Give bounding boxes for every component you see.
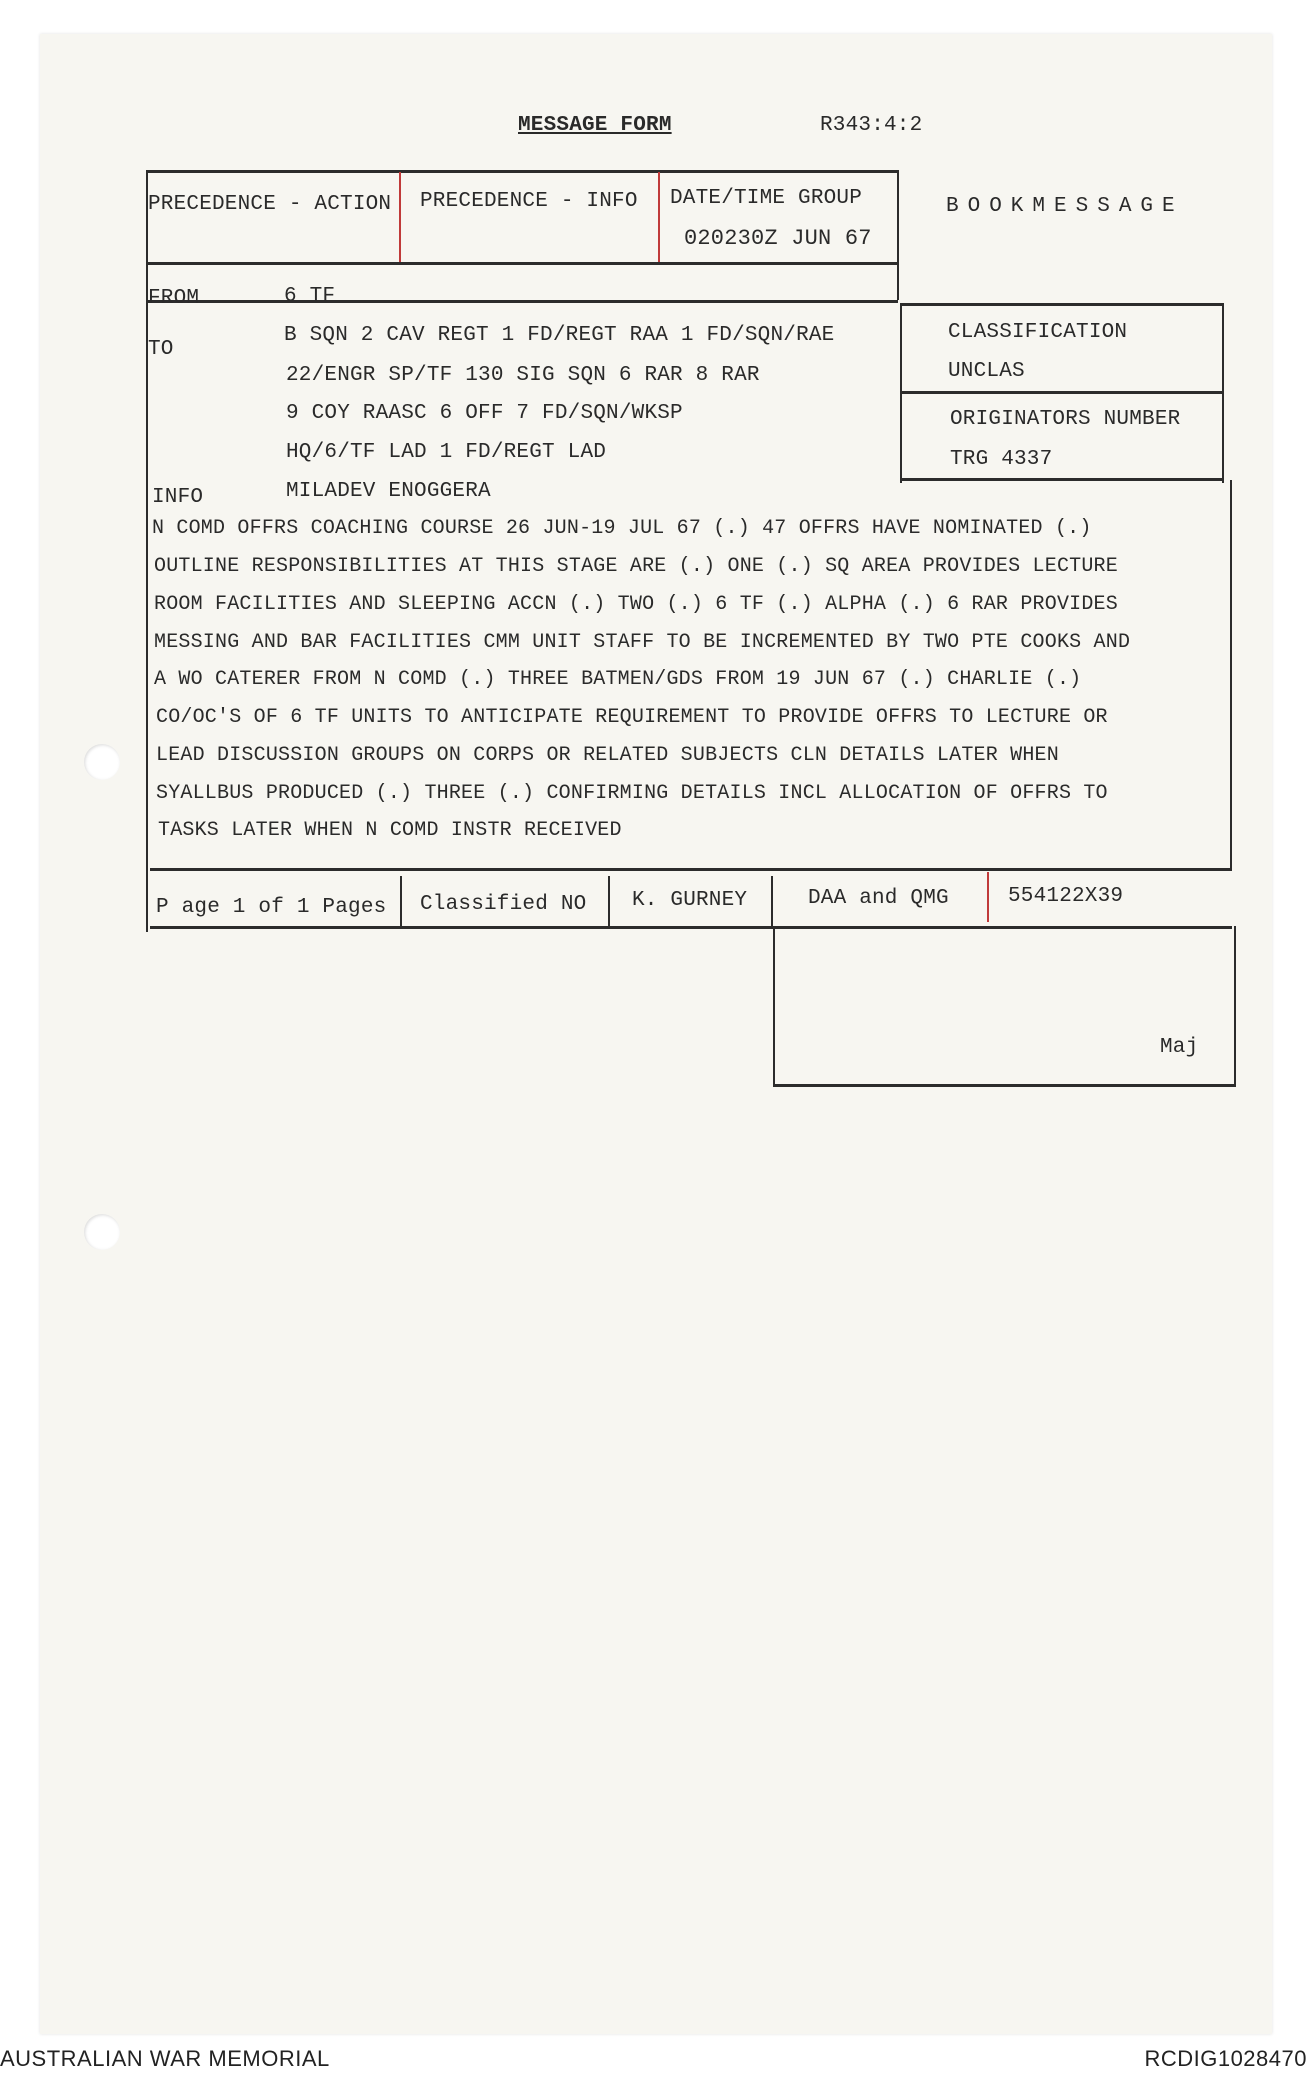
- footer-left-text: AUSTRALIAN WAR MEMORIAL: [0, 2046, 330, 2071]
- precedence-info-label: PRECEDENCE - INFO: [420, 190, 638, 213]
- signature-divider-1: [400, 876, 402, 928]
- message-line-1: N COMD OFFRS COACHING COURSE 26 JUN-19 JUL 67 (.) 47 OFFRS HAVE NOMINATED (.): [152, 517, 1092, 540]
- message-line-8: SYALLBUS PRODUCED (.) THREE (.) CONFIRMING DETAILS INCL ALLOCATION OF OFFRS TO: [156, 782, 1108, 805]
- footer-right-text: RCDIG1028470: [1144, 2046, 1307, 2071]
- message-line-4: MESSING AND BAR FACILITIES CMM UNIT STAFF TO BE INCREMENTED BY TWO PTE COOKS AND: [154, 631, 1131, 654]
- to-line-2: 22/ENGR SP/TF 130 SIG SQN 6 RAR 8 RAR: [286, 364, 760, 387]
- signature-box-right-line: [1234, 926, 1236, 1086]
- classification-middle-line: [900, 391, 1224, 394]
- punch-hole-upper: [84, 744, 120, 780]
- body-right-line: [1230, 480, 1232, 870]
- precedence-action-label: PRECEDENCE - ACTION: [148, 193, 392, 216]
- message-line-9: TASKS LATER WHEN N COMD INSTR RECEIVED: [158, 819, 622, 842]
- top-box-top-line: [146, 170, 898, 173]
- from-label: FROM: [148, 287, 200, 310]
- signature-divider-2: [608, 876, 610, 928]
- message-line-5: A WO CATERER FROM N COMD (.) THREE BATMEN/GDS FROM 19 JUN 67 (.) CHARLIE (.): [154, 668, 1082, 691]
- classification-label: CLASSIFICATION: [948, 321, 1128, 344]
- precedence-divider-2: [658, 172, 660, 264]
- signer-rank: Maj: [1160, 1036, 1199, 1059]
- signature-divider-3: [771, 876, 773, 928]
- originators-value: TRG 4337: [950, 448, 1053, 471]
- signer-appointment: DAA and QMG: [808, 887, 949, 910]
- originators-label: ORIGINATORS NUMBER: [950, 408, 1181, 431]
- punch-hole-lower: [84, 1214, 120, 1250]
- info-value: MILADEV ENOGGERA: [286, 480, 491, 503]
- info-label: INFO: [152, 486, 204, 509]
- message-line-7: LEAD DISCUSSION GROUPS ON CORPS OR RELATED SUBJECTS CLN DETAILS LATER WHEN: [156, 744, 1059, 767]
- to-label: TO: [148, 338, 174, 361]
- signature-row-bottom-line: [150, 926, 1232, 929]
- precedence-bottom-line: [146, 262, 898, 265]
- signer-number: 554122X39: [1008, 885, 1124, 908]
- classification-bottom-line: [900, 478, 1224, 481]
- classification-top-line: [900, 303, 1224, 306]
- from-bottom-line: [146, 300, 898, 303]
- signature-divider-4: [987, 872, 989, 922]
- precedence-divider-1: [399, 172, 401, 264]
- signature-box-bottom-line: [773, 1084, 1236, 1087]
- top-box-left-line: [146, 170, 148, 932]
- to-line-1: B SQN 2 CAV REGT 1 FD/REGT RAA 1 FD/SQN/RAE: [284, 324, 835, 347]
- book-message: BOOKMESSAGE: [946, 195, 1184, 218]
- form-reference: R343:4:2: [820, 114, 923, 137]
- dtg-value: 020230Z JUN 67: [684, 226, 872, 251]
- message-line-6: CO/OC'S OF 6 TF UNITS TO ANTICIPATE REQUIREMENT TO PROVIDE OFFRS TO LECTURE OR: [156, 706, 1108, 729]
- top-box-right-line: [897, 170, 899, 300]
- to-line-3: 9 COY RAASC 6 OFF 7 FD/SQN/WKSP: [286, 402, 683, 425]
- to-line-4: HQ/6/TF LAD 1 FD/REGT LAD: [286, 441, 607, 464]
- classified-label: Classified NO: [420, 893, 587, 916]
- message-line-2: OUTLINE RESPONSIBILITIES AT THIS STAGE ARE (.) ONE (.) SQ AREA PROVIDES LECTURE: [154, 555, 1118, 578]
- signer-name: K. GURNEY: [632, 889, 748, 912]
- form-title: MESSAGE FORM: [518, 114, 672, 137]
- signature-box-left-line: [773, 926, 775, 1086]
- signature-row-top-line: [150, 868, 1232, 871]
- message-line-3: ROOM FACILITIES AND SLEEPING ACCN (.) TWO (.) 6 TF (.) ALPHA (.) 6 RAR PROVIDES: [154, 593, 1118, 616]
- page-of-label: P age 1 of 1 Pages: [156, 896, 387, 919]
- classification-value: UNCLAS: [948, 360, 1025, 383]
- dtg-label: DATE/TIME GROUP: [670, 187, 863, 210]
- from-value: 6 TF: [284, 285, 336, 308]
